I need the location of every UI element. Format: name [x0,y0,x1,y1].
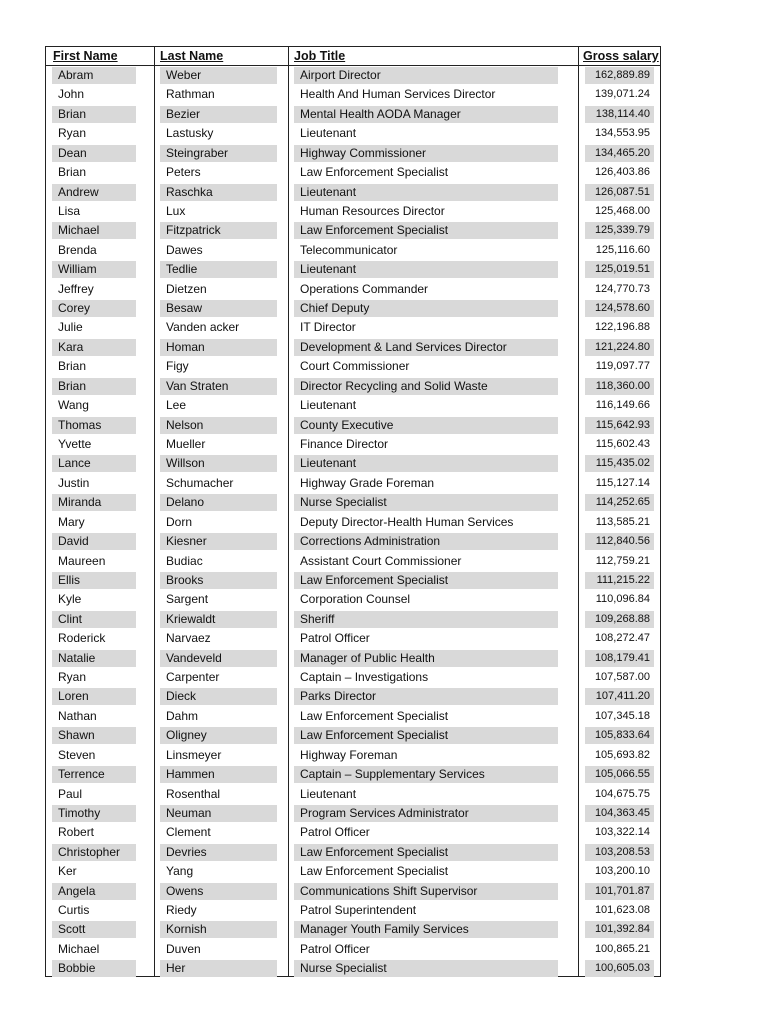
last-name-cell: Dahm [166,708,199,723]
table-row [46,318,660,337]
table-row [46,299,660,318]
last-name-cell: Linsmeyer [166,747,222,762]
first-name-cell: Curtis [58,903,90,918]
job-title-cell: Lieutenant [300,398,357,413]
first-name-cell: Steven [58,747,96,762]
last-name-cell: Neuman [160,805,277,822]
gross-salary-cell: 108,179.41 [585,650,654,667]
gross-salary-cell: 115,127.14 [595,476,650,489]
salary-table [45,46,661,977]
table-row [46,396,660,415]
table-row [46,377,660,396]
job-title-cell: Patrol Officer [300,825,370,840]
job-title-cell: Sheriff [294,611,558,628]
gross-salary-cell: 105,693.82 [594,748,650,761]
job-title-cell: Finance Director [300,436,389,451]
table-row [46,901,660,920]
last-name-cell: Vandeveld [160,650,277,667]
table-row [46,163,660,182]
table-row [46,940,660,959]
first-name-cell: Shawn [52,727,136,744]
table-row [46,668,660,687]
last-name-cell: Owens [160,883,277,900]
gross-salary-cell: 126,087.51 [585,184,654,201]
gross-salary-cell: 110,096.84 [595,593,650,606]
last-name-cell: Kiesner [160,533,277,550]
job-title-cell: Chief Deputy [294,300,558,317]
first-name-cell: Kara [52,339,136,356]
first-name-cell: Michael [58,941,100,956]
first-name-cell: Bobbie [52,960,136,977]
job-title-cell: Manager Youth Family Services [294,921,558,938]
gross-salary-cell: 115,435.02 [585,455,654,472]
job-title-cell: Patrol Superintendent [300,903,417,918]
table-row [46,843,660,862]
header-gross-salary: Gross salary [583,49,659,63]
job-title-cell: Corporation Counsel [300,592,411,607]
gross-salary-cell: 116,149.66 [595,399,650,412]
job-title-cell: Highway Commissioner [294,145,558,162]
first-name-cell: Angela [52,883,136,900]
last-name-cell: Raschka [160,184,277,201]
first-name-cell: Scott [52,921,136,938]
first-name-cell: John [58,87,85,102]
first-name-cell: Christopher [52,844,136,861]
first-name-cell: Ker [58,864,77,879]
gross-salary-cell: 118,360.00 [585,378,654,395]
last-name-cell: Homan [160,339,277,356]
first-name-cell: Yvette [58,436,92,451]
header-last-name: Last Name [160,49,224,63]
gross-salary-cell: 101,701.87 [585,883,654,900]
gross-salary-cell: 125,019.51 [585,261,654,278]
table-row [46,338,660,357]
job-title-cell: Highway Foreman [300,747,398,762]
table-row [46,183,660,202]
table-row [46,221,660,240]
table-row [46,920,660,939]
first-name-cell: Mary [58,514,85,529]
last-name-cell: Duven [166,941,201,956]
job-title-cell: Lieutenant [294,455,558,472]
first-name-cell: Abram [52,67,136,84]
gross-salary-cell: 103,322.14 [594,826,650,839]
gross-salary-cell: 101,623.08 [594,904,650,917]
table-row [46,552,660,571]
last-name-cell: Riedy [166,903,197,918]
table-row [46,785,660,804]
last-name-cell: Willson [160,455,277,472]
first-name-cell: Justin [58,475,90,490]
table-row [46,571,660,590]
last-name-cell: Oligney [160,727,277,744]
gross-salary-cell: 124,770.73 [594,282,650,295]
table-row [46,66,660,85]
gross-salary-cell: 100,605.03 [585,960,654,977]
last-name-cell: Rosenthal [166,786,221,801]
job-title-cell: Deputy Director-Health Human Services [300,514,514,529]
table-row [46,804,660,823]
table-row [46,202,660,221]
job-title-cell: Patrol Officer [300,631,370,646]
last-name-cell: Mueller [166,436,206,451]
job-title-cell: Nurse Specialist [294,960,558,977]
table-row [46,882,660,901]
job-title-cell: Lieutenant [294,261,558,278]
job-title-cell: Operations Commander [300,281,429,296]
gross-salary-cell: 107,345.18 [594,709,650,722]
job-title-cell: Health And Human Services Director [300,87,496,102]
gross-salary-cell: 100,865.21 [594,942,650,955]
header-first-name: First Name [53,49,118,63]
last-name-cell: Sargent [166,592,209,607]
header-job-title: Job Title [294,49,346,63]
last-name-cell: Devries [160,844,277,861]
last-name-cell: Bezier [160,106,277,123]
job-title-cell: Manager of Public Health [294,650,558,667]
last-name-cell: Dietzen [166,281,207,296]
table-row [46,416,660,435]
table-row [46,532,660,551]
gross-salary-cell: 122,196.88 [594,321,650,334]
table-row [46,493,660,512]
job-title-cell: Law Enforcement Specialist [294,727,558,744]
table-row [46,124,660,143]
table-row [46,85,660,104]
job-title-cell: Court Commissioner [300,359,410,374]
table-row [46,474,660,493]
job-title-cell: Program Services Administrator [294,805,558,822]
last-name-cell: Brooks [160,572,277,589]
first-name-cell: Miranda [52,494,136,511]
first-name-cell: Julie [58,320,83,335]
last-name-cell: Dieck [160,688,277,705]
job-title-cell: Law Enforcement Specialist [300,708,449,723]
last-name-cell: Rathman [166,87,215,102]
gross-salary-cell: 115,602.43 [595,437,650,450]
first-name-cell: Thomas [52,417,136,434]
gross-salary-cell: 125,468.00 [594,204,650,217]
last-name-cell: Steingraber [160,145,277,162]
first-name-cell: Lisa [58,203,81,218]
first-name-cell: Roderick [58,631,106,646]
job-title-cell: Director Recycling and Solid Waste [294,378,558,395]
gross-salary-cell: 125,116.60 [595,243,650,256]
last-name-cell: Dawes [166,242,203,257]
job-title-cell: Law Enforcement Specialist [294,222,558,239]
job-title-cell: Highway Grade Foreman [300,475,435,490]
gross-salary-cell: 111,215.22 [585,572,654,589]
last-name-cell: Figy [166,359,189,374]
table-row [46,105,660,124]
job-title-cell: Law Enforcement Specialist [300,864,449,879]
table-row [46,241,660,260]
first-name-cell: Brian [58,359,87,374]
gross-salary-cell: 105,833.64 [585,727,654,744]
table-row [46,862,660,881]
last-name-cell: Dorn [166,514,193,529]
last-name-cell: Lux [166,203,186,218]
table-row [46,435,660,454]
table-row [46,959,660,978]
job-title-cell: Captain – Supplementary Services [294,766,558,783]
table-row [46,590,660,609]
table-row [46,726,660,745]
gross-salary-cell: 107,411.20 [585,688,654,705]
gross-salary-cell: 139,071.24 [594,88,650,101]
job-title-cell: Law Enforcement Specialist [294,572,558,589]
first-name-cell: Michael [52,222,136,239]
table-row [46,144,660,163]
first-name-cell: Brenda [58,242,97,257]
first-name-cell: Ryan [58,126,87,141]
first-name-cell: William [52,261,136,278]
last-name-cell: Kornish [160,921,277,938]
gross-salary-cell: 112,840.56 [585,533,654,550]
gross-salary-cell: 126,403.86 [594,166,650,179]
last-name-cell: Yang [166,864,194,879]
first-name-cell: Natalie [52,650,136,667]
first-name-cell: Corey [52,300,136,317]
table-row [46,260,660,279]
last-name-cell: Clement [166,825,211,840]
job-title-cell: County Executive [294,417,558,434]
last-name-cell: Lee [166,398,187,413]
gross-salary-cell: 138,114.40 [585,106,654,123]
first-name-cell: Timothy [52,805,136,822]
first-name-cell: Kyle [58,592,82,607]
job-title-cell: Lieutenant [294,184,558,201]
table-row [46,629,660,648]
job-title-cell: Nurse Specialist [294,494,558,511]
job-title-cell: Assistant Court Commissioner [300,553,462,568]
last-name-cell: Peters [166,165,201,180]
gross-salary-cell: 103,208.53 [585,844,654,861]
job-title-cell: Law Enforcement Specialist [300,165,449,180]
gross-salary-cell: 162,889.89 [585,67,654,84]
first-name-cell: David [52,533,136,550]
job-title-cell: Parks Director [294,688,558,705]
last-name-cell: Besaw [160,300,277,317]
gross-salary-cell: 119,097.77 [595,360,650,373]
last-name-cell: Lastusky [166,126,214,141]
gross-salary-cell: 101,392.84 [585,921,654,938]
first-name-cell: Terrence [52,766,136,783]
gross-salary-cell: 114,252.65 [585,494,654,511]
gross-salary-cell: 134,553.95 [594,127,650,140]
job-title-cell: Human Resources Director [300,203,445,218]
first-name-cell: Brian [52,106,136,123]
gross-salary-cell: 115,642.93 [585,417,654,434]
job-title-cell: Lieutenant [300,126,357,141]
job-title-cell: Telecommunicator [300,242,398,257]
first-name-cell: Ryan [58,670,87,685]
first-name-cell: Brian [52,378,136,395]
table-row [46,610,660,629]
job-title-cell: IT Director [300,320,356,335]
table-row [46,649,660,668]
first-name-cell: Ellis [52,572,136,589]
job-title-cell: Development & Land Services Director [294,339,558,356]
table-row [46,746,660,765]
last-name-cell: Narvaez [166,631,211,646]
gross-salary-cell: 125,339.79 [585,222,654,239]
table-row [46,823,660,842]
first-name-cell: Dean [52,145,136,162]
table-row [46,765,660,784]
last-name-cell: Delano [160,494,277,511]
gross-salary-cell: 104,363.45 [585,805,654,822]
last-name-cell: Van Straten [160,378,277,395]
first-name-cell: Loren [52,688,136,705]
first-name-cell: Maureen [58,553,106,568]
last-name-cell: Vanden acker [166,320,240,335]
gross-salary-cell: 108,272.47 [594,632,650,645]
first-name-cell: Andrew [52,184,136,201]
gross-salary-cell: 103,200.10 [594,865,650,878]
job-title-cell: Airport Director [294,67,558,84]
gross-salary-cell: 107,587.00 [594,671,650,684]
gross-salary-cell: 104,675.75 [594,787,650,800]
gross-salary-cell: 134,465.20 [585,145,654,162]
first-name-cell: Robert [58,825,95,840]
job-title-cell: Corrections Administration [294,533,558,550]
first-name-cell: Brian [58,165,87,180]
last-name-cell: Her [160,960,277,977]
table-row [46,687,660,706]
job-title-cell: Law Enforcement Specialist [294,844,558,861]
table-row [46,707,660,726]
job-title-cell: Captain – Investigations [300,670,429,685]
table-row [46,357,660,376]
gross-salary-cell: 124,578.60 [585,300,654,317]
last-name-cell: Fitzpatrick [160,222,277,239]
last-name-cell: Nelson [160,417,277,434]
table-row [46,454,660,473]
last-name-cell: Kriewaldt [160,611,277,628]
job-title-cell: Patrol Officer [300,941,370,956]
first-name-cell: Clint [52,611,136,628]
first-name-cell: Wang [58,398,89,413]
last-name-cell: Tedlie [160,261,277,278]
last-name-cell: Carpenter [166,670,220,685]
last-name-cell: Schumacher [166,475,234,490]
first-name-cell: Nathan [58,708,97,723]
first-name-cell: Paul [58,786,83,801]
job-title-cell: Communications Shift Supervisor [294,883,558,900]
gross-salary-cell: 109,268.88 [585,611,654,628]
gross-salary-cell: 121,224.80 [585,339,654,356]
gross-salary-cell: 105,066.55 [585,766,654,783]
gross-salary-cell: 113,585.21 [595,515,650,528]
job-title-cell: Mental Health AODA Manager [294,106,558,123]
gross-salary-cell: 112,759.21 [595,554,650,567]
first-name-cell: Lance [52,455,136,472]
table-row [46,513,660,532]
last-name-cell: Weber [160,67,277,84]
table-row [46,280,660,299]
last-name-cell: Budiac [166,553,203,568]
first-name-cell: Jeffrey [58,281,94,296]
job-title-cell: Lieutenant [300,786,357,801]
last-name-cell: Hammen [160,766,277,783]
